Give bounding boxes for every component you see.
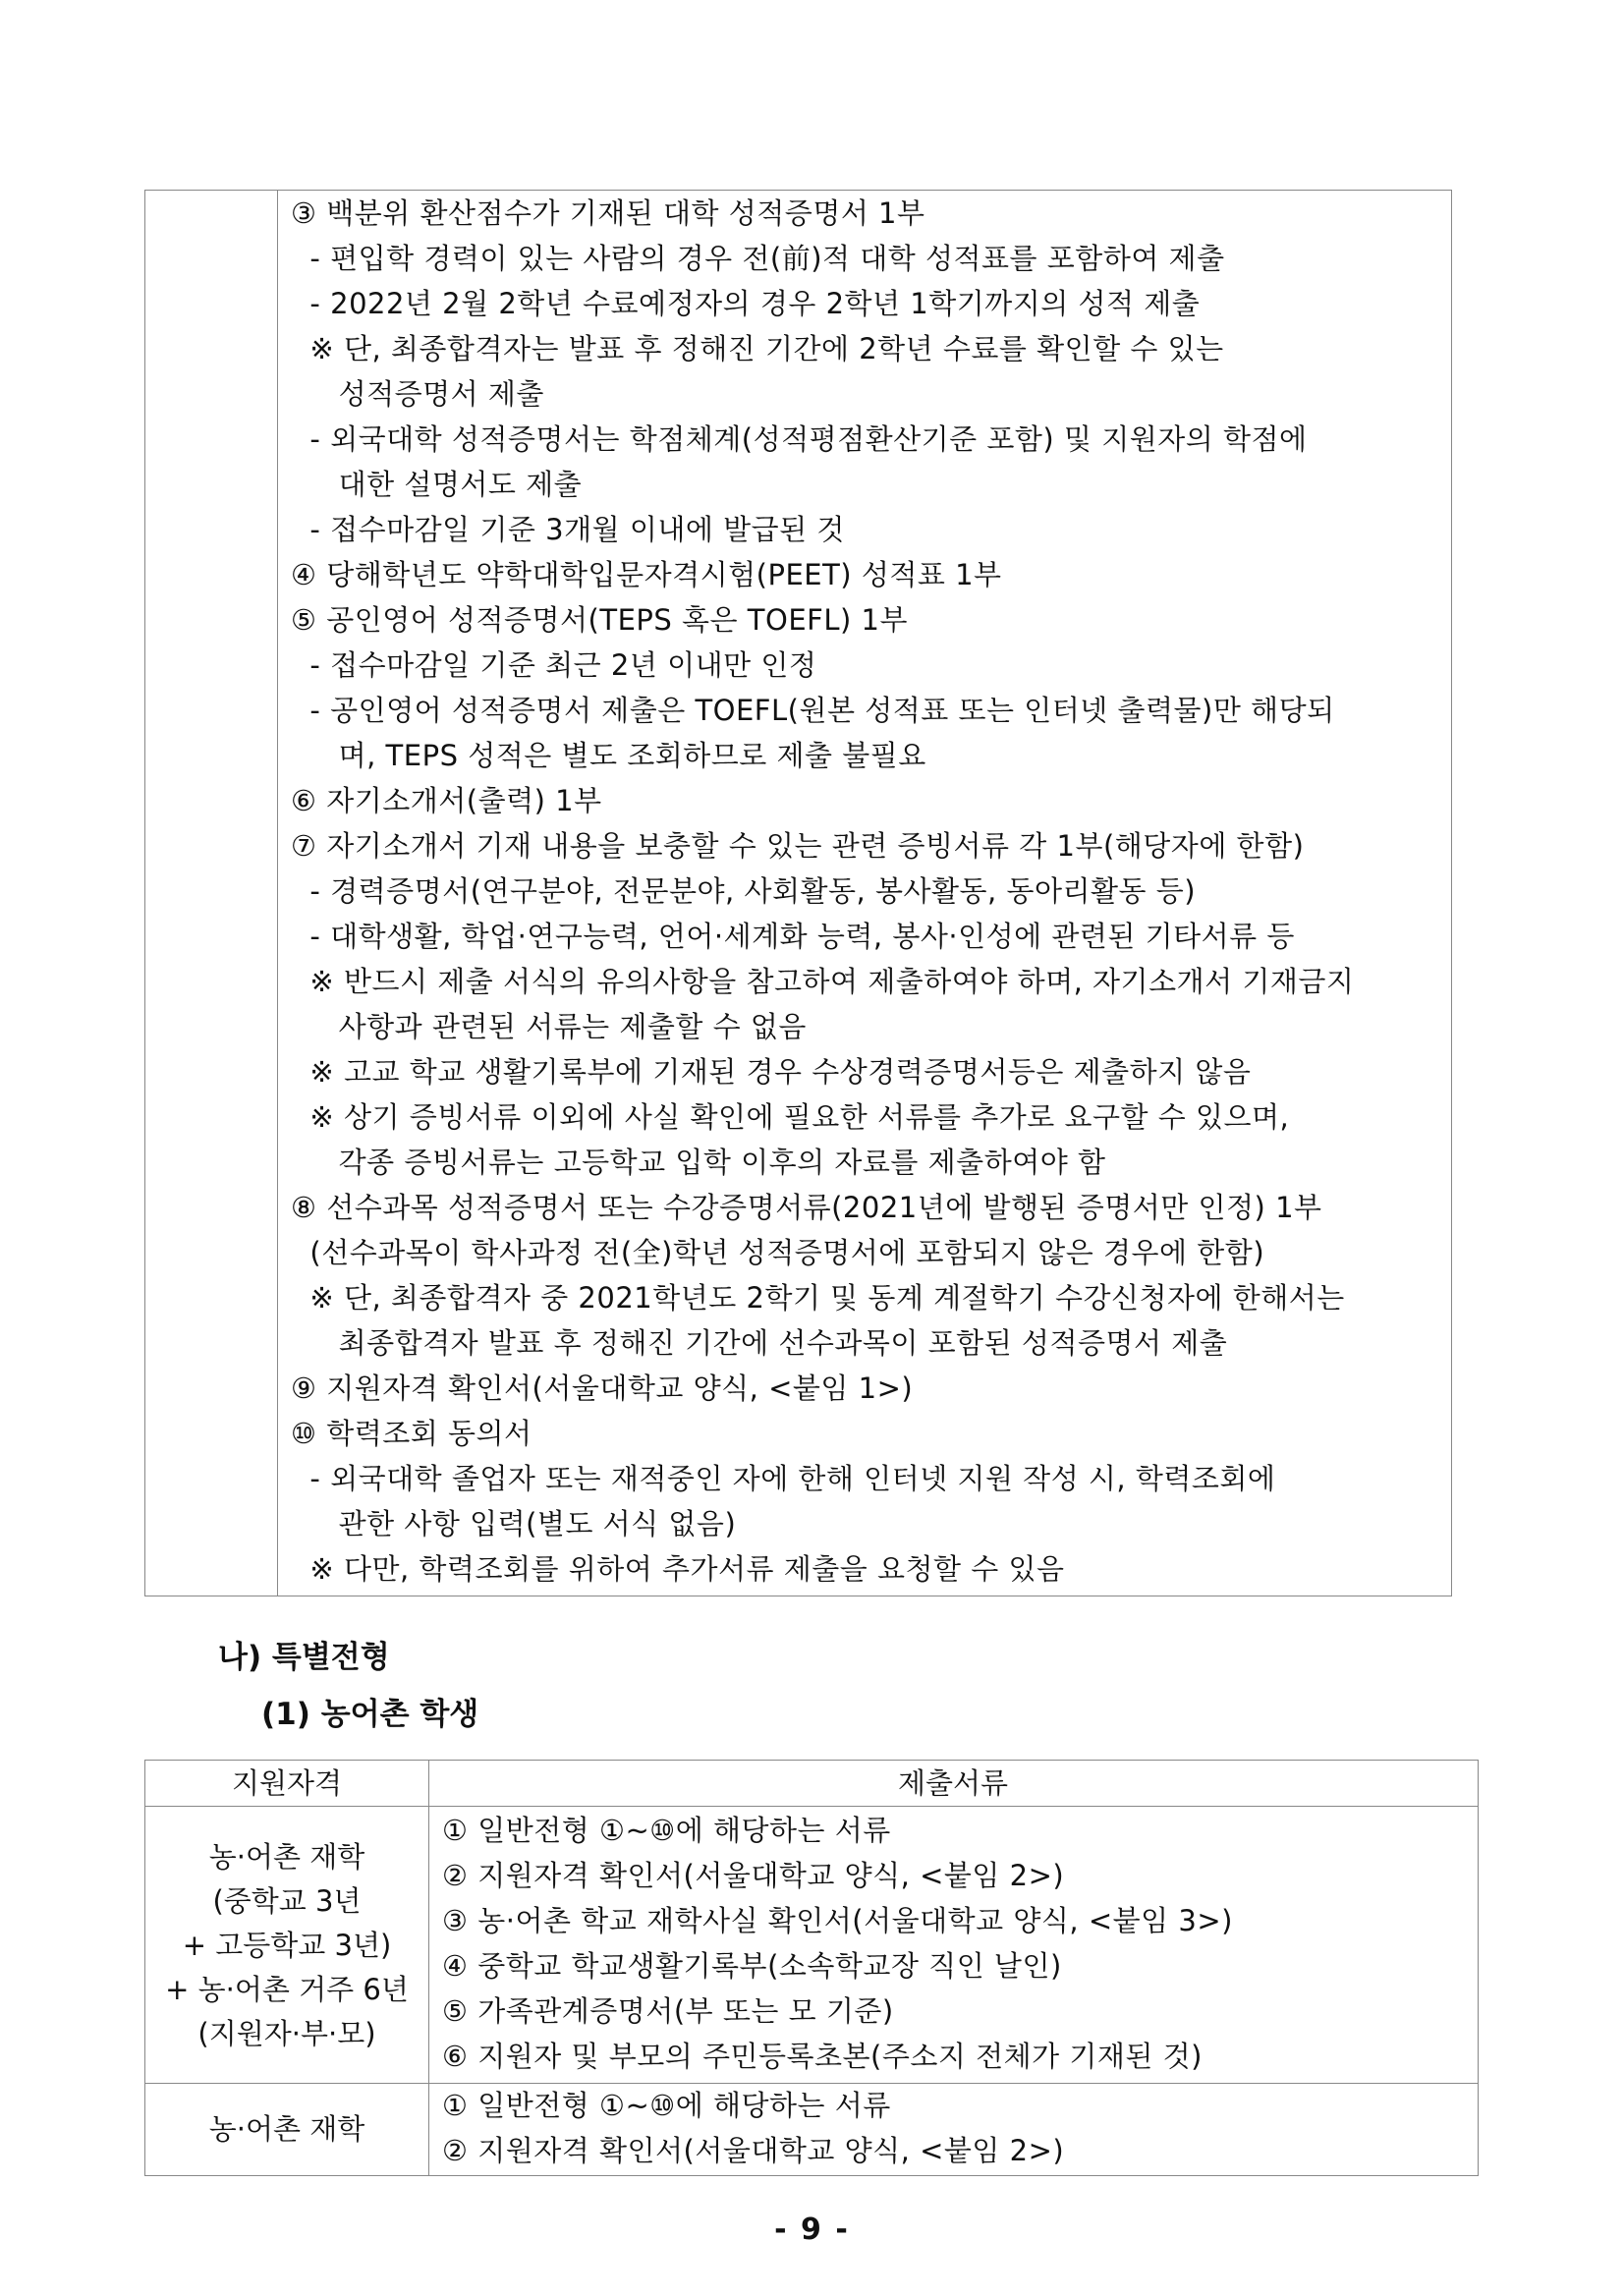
doc-line: (선수과목이 학사과정 전(全)학년 성적증명서에 포함되지 않은 경우에 한함) [291,1236,1265,1269]
doc-line: ⑤ 공인영어 성적증명서(TEPS 혹은 TOEFL) 1부 [291,603,908,637]
doc-line: 대한 설명서도 제출 [291,468,583,501]
doc-line: 사항과 관련된 서류는 제출할 수 없음 [291,1010,807,1043]
doc-item: ② 지원자격 확인서(서울대학교 양식, <붙임 2>) [442,2134,1065,2167]
doc-line: - 공인영어 성적증명서 제출은 TOEFL(원본 성적표 또는 인터넷 출력물)만 해당되 [291,694,1335,727]
doc-line: ※ 상기 증빙서류 이외에 사실 확인에 필요한 서류를 추가로 요구할 수 있으며, [291,1100,1290,1134]
doc-line: ※ 반드시 제출 서식의 유의사항을 참고하여 제출하여야 하며, 자기소개서 기재금지 [291,965,1355,998]
doc-line: 며, TEPS 성적은 별도 조회하므로 제출 불필요 [291,739,926,772]
documents-list [291,191,1451,1596]
doc-line: - 접수마감일 기준 3개월 이내에 발급된 것 [291,513,845,546]
qualification-line: (지원자·부·모) [197,2017,376,2050]
page-number: - 9 - [774,2212,850,2247]
doc-line: ④ 당해학년도 약학대학입문자격시험(PEET) 성적표 1부 [291,558,1002,591]
doc-line: ⑦ 자기소개서 기재 내용을 보충할 수 있는 관련 증빙서류 각 1부(해당자에 한함) [291,829,1305,863]
row1-qualification [145,1835,428,2056]
doc-item: ① 일반전형 ①~⑩에 해당하는 서류 [442,1814,891,1847]
qualification-line: + 고등학교 3년) [182,1929,392,1962]
section-heading: 나) 특별전형 [218,1640,390,1675]
row2-documents [442,2083,1478,2175]
doc-line: 최종합격자 발표 후 정해진 기간에 선수과목이 포함된 성적증명서 제출 [291,1326,1228,1360]
doc-line: - 2022년 2월 2학년 수료예정자의 경우 2학년 1학기까지의 성적 제출 [291,287,1201,320]
doc-item: ② 지원자격 확인서(서울대학교 양식, <붙임 2>) [442,1859,1065,1892]
empty-label-column [145,191,278,1596]
qualification-line: + 농·어촌 거주 6년 [165,1973,409,2006]
rural-students-table [144,1760,1479,2176]
doc-line: 성적증명서 제출 [291,377,544,411]
doc-line: ※ 단, 최종합격자 중 2021학년도 2학기 및 동계 계절학기 수강신청자에 한해서는 [291,1281,1345,1315]
column-divider [428,1761,429,2175]
doc-line: ※ 다만, 학력조회를 위하여 추가서류 제출을 요청할 수 있음 [291,1552,1065,1586]
doc-line: - 접수마감일 기준 최근 2년 이내만 인정 [291,648,817,682]
doc-line: - 외국대학 졸업자 또는 재적중인 자에 한해 인터넷 지원 작성 시, 학력조회에 [291,1462,1276,1495]
doc-line: ※ 단, 최종합격자는 발표 후 정해진 기간에 2학년 수료를 확인할 수 있는 [291,332,1224,365]
doc-line: ⑥ 자기소개서(출력) 1부 [291,784,602,817]
header-documents: 제출서류 [897,1766,1009,1800]
qualification-line: 농·어촌 재학 [208,1840,365,1874]
doc-line: ⑨ 지원자격 확인서(서울대학교 양식, <붙임 1>) [291,1372,914,1405]
doc-line: - 경력증명서(연구분야, 전문분야, 사회활동, 봉사활동, 동아리활동 등) [291,874,1197,908]
doc-line: - 편입학 경력이 있는 사람의 경우 전(前)적 대학 성적표를 포함하여 제출 [291,242,1225,275]
doc-line: 각종 증빙서류는 고등학교 입학 이후의 자료를 제출하여야 함 [291,1146,1106,1179]
qualification-line: (중학교 3년 [212,1884,362,1918]
row1-documents [442,1806,1478,2083]
doc-item: ③ 농·어촌 학교 재학사실 확인서(서울대학교 양식, <붙임 3>) [442,1904,1233,1937]
doc-line: ⑧ 선수과목 성적증명서 또는 수강증명서류(2021년에 발행된 증명서만 인정) 1부 [291,1191,1322,1224]
doc-item: ⑤ 가족관계증명서(부 또는 모 기준) [442,1994,894,2028]
doc-line: ⑩ 학력조회 동의서 [291,1417,532,1450]
qualification-line: 농·어촌 재학 [208,2112,365,2146]
doc-item: ① 일반전형 ①~⑩에 해당하는 서류 [442,2089,891,2122]
sub-heading: (1) 농어촌 학생 [261,1697,479,1732]
doc-line: 관한 사항 입력(별도 서식 없음) [291,1507,737,1540]
table-header-row [145,1761,1478,1807]
doc-line: - 외국대학 성적증명서는 학점체계(성적평점환산기준 포함) 및 지원자의 학점에 [291,422,1308,456]
doc-line: ※ 고교 학교 생활기록부에 기재된 경우 수상경력증명서등은 제출하지 않음 [291,1055,1252,1089]
doc-item: ⑥ 지원자 및 부모의 주민등록초본(주소지 전체가 기재된 것) [442,2040,1203,2073]
doc-item: ④ 중학교 학교생활기록부(소속학교장 직인 날인) [442,1949,1062,1983]
doc-line: ③ 백분위 환산점수가 기재된 대학 성적증명서 1부 [291,196,925,230]
doc-line: - 대학생활, 학업·연구능력, 언어·세계화 능력, 봉사·인성에 관련된 기타서류 등 [291,920,1295,953]
row2-qualification [145,2107,428,2152]
documents-table-continued [144,190,1452,1596]
header-qualification: 지원자격 [231,1766,343,1800]
